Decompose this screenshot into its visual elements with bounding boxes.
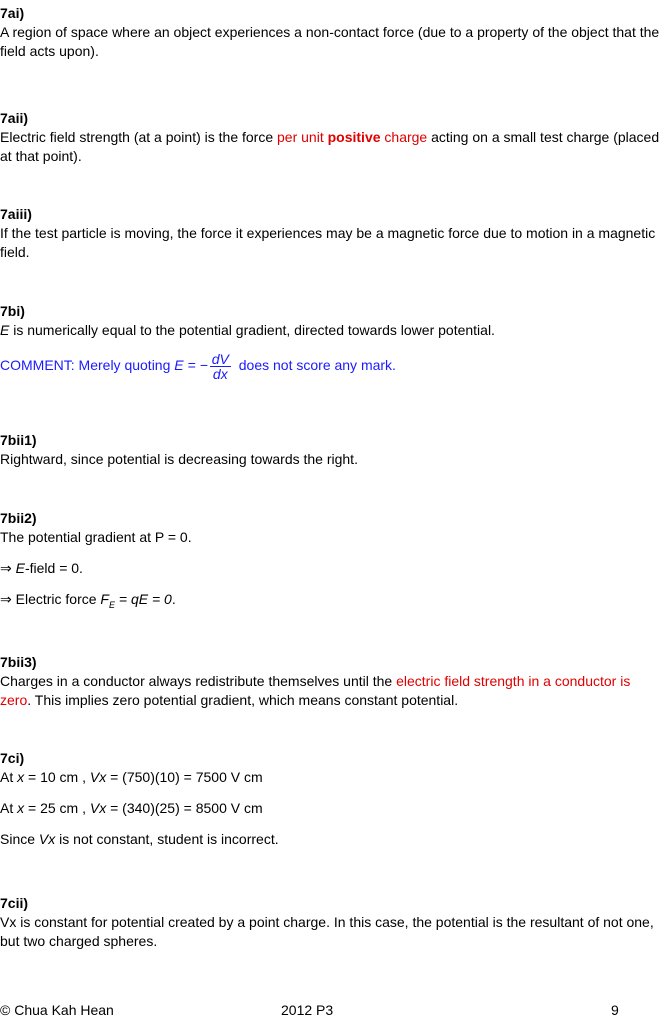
symbol-x: x <box>17 800 25 816</box>
highlight-per-unit: per unit <box>277 129 328 145</box>
line-e-field <box>0 559 664 578</box>
section-7ci <box>0 749 664 849</box>
at-label: At <box>0 800 18 816</box>
symbol-E: E <box>15 560 25 576</box>
symbol-E: E <box>0 322 10 338</box>
footer-page-number: 9 <box>611 1002 619 1018</box>
answer-7bi <box>0 321 664 340</box>
answer-7bii3-part2: . This implies zero potential gradient, which means constant potential. <box>27 692 459 708</box>
equation-lhs: E = − <box>174 357 208 374</box>
equation-qE: = qE = 0 <box>115 591 172 607</box>
symbol-Vx: Vx <box>89 769 107 785</box>
line-x10 <box>0 768 664 787</box>
fraction-dv-dx <box>210 352 231 381</box>
line-x25 <box>0 799 664 818</box>
section-7bii1 <box>0 431 664 469</box>
comment-prefix: COMMENT: Merely quoting <box>0 357 175 374</box>
highlight-field-zero: electric field strength in a conductor is zero <box>0 673 631 708</box>
answer-7bi-text: is numerically equal to the potential gradient, directed towards lower potential. <box>9 322 495 338</box>
section-7ai <box>0 4 664 61</box>
comment-suffix: does not score any mark. <box>234 357 396 374</box>
symbol-F: F <box>100 591 109 607</box>
line-electric-force <box>0 590 664 615</box>
vx-calculation: = (340)(25) = 8500 V cm <box>106 800 263 816</box>
conclusion-text: is not constant, student is incorrect. <box>55 831 279 847</box>
fraction-denominator: dx <box>212 366 228 382</box>
heading-7aii: 7aii) <box>0 110 29 126</box>
symbol-x: x <box>17 769 25 785</box>
answer-7aii-part1: Electric field strength (at a point) is the force <box>0 129 278 145</box>
section-7aiii <box>0 205 664 262</box>
at-label: At <box>0 769 18 785</box>
answer-7aii-part2: acting on a small test charge (placed at that point). <box>0 129 660 164</box>
implies-arrow: ⇒ <box>0 560 16 576</box>
x-value: = 10 cm , <box>24 769 90 785</box>
answer-7cii: Vx is constant for potential created by a point charge. In this case, the potential is the resultant of not one, but two charged spheres. <box>0 914 654 949</box>
highlight-charge: charge <box>380 129 428 145</box>
heading-7aiii: 7aiii) <box>0 206 32 222</box>
subscript-E: E <box>108 599 115 610</box>
answer-7aiii: If the test particle is moving, the force it experiences may be a magnetic force due to motion in a magnetic field. <box>0 225 656 260</box>
since-label: Since <box>0 831 39 847</box>
fraction-numerator: dV <box>211 351 229 367</box>
heading-7bi: 7bi) <box>0 303 25 319</box>
line-conclusion <box>0 830 664 849</box>
footer-author: © Chua Kah Hean <box>0 1002 114 1018</box>
heading-7ci: 7ci) <box>0 750 25 766</box>
heading-7cii: 7cii) <box>0 895 29 911</box>
highlight-positive: positive <box>327 129 381 145</box>
heading-7bii2: 7bii2) <box>0 510 37 526</box>
section-7cii <box>0 894 664 951</box>
electric-force-prefix: ⇒ Electric force <box>0 591 101 607</box>
comment-7bi <box>0 352 664 381</box>
symbol-Vx: Vx <box>38 831 56 847</box>
answer-7bii1: Rightward, since potential is decreasing towards the right. <box>0 451 358 467</box>
answer-7ai: A region of space where an object experiences a non-contact force (due to a property of the object that the field acts upon). <box>0 24 660 59</box>
symbol-Vx: Vx <box>89 800 107 816</box>
footer-paper: 2012 P3 <box>281 1002 334 1018</box>
answer-7bii3-part1: Charges in a conductor always redistribute themselves until the <box>0 673 397 689</box>
section-7bi <box>0 302 664 381</box>
x-value: = 25 cm , <box>24 800 90 816</box>
page-footer <box>0 1000 668 1020</box>
line-potential-gradient: The potential gradient at P = 0. <box>0 529 192 545</box>
heading-7bii3: 7bii3) <box>0 654 37 670</box>
section-7bii2 <box>0 509 664 615</box>
e-field-text: -field = 0. <box>24 560 83 576</box>
period: . <box>171 591 176 607</box>
heading-7ai: 7ai) <box>0 5 25 21</box>
section-7bii3 <box>0 653 664 710</box>
section-7aii <box>0 109 664 166</box>
heading-7bii1: 7bii1) <box>0 432 37 448</box>
vx-calculation: = (750)(10) = 7500 V cm <box>106 769 263 785</box>
